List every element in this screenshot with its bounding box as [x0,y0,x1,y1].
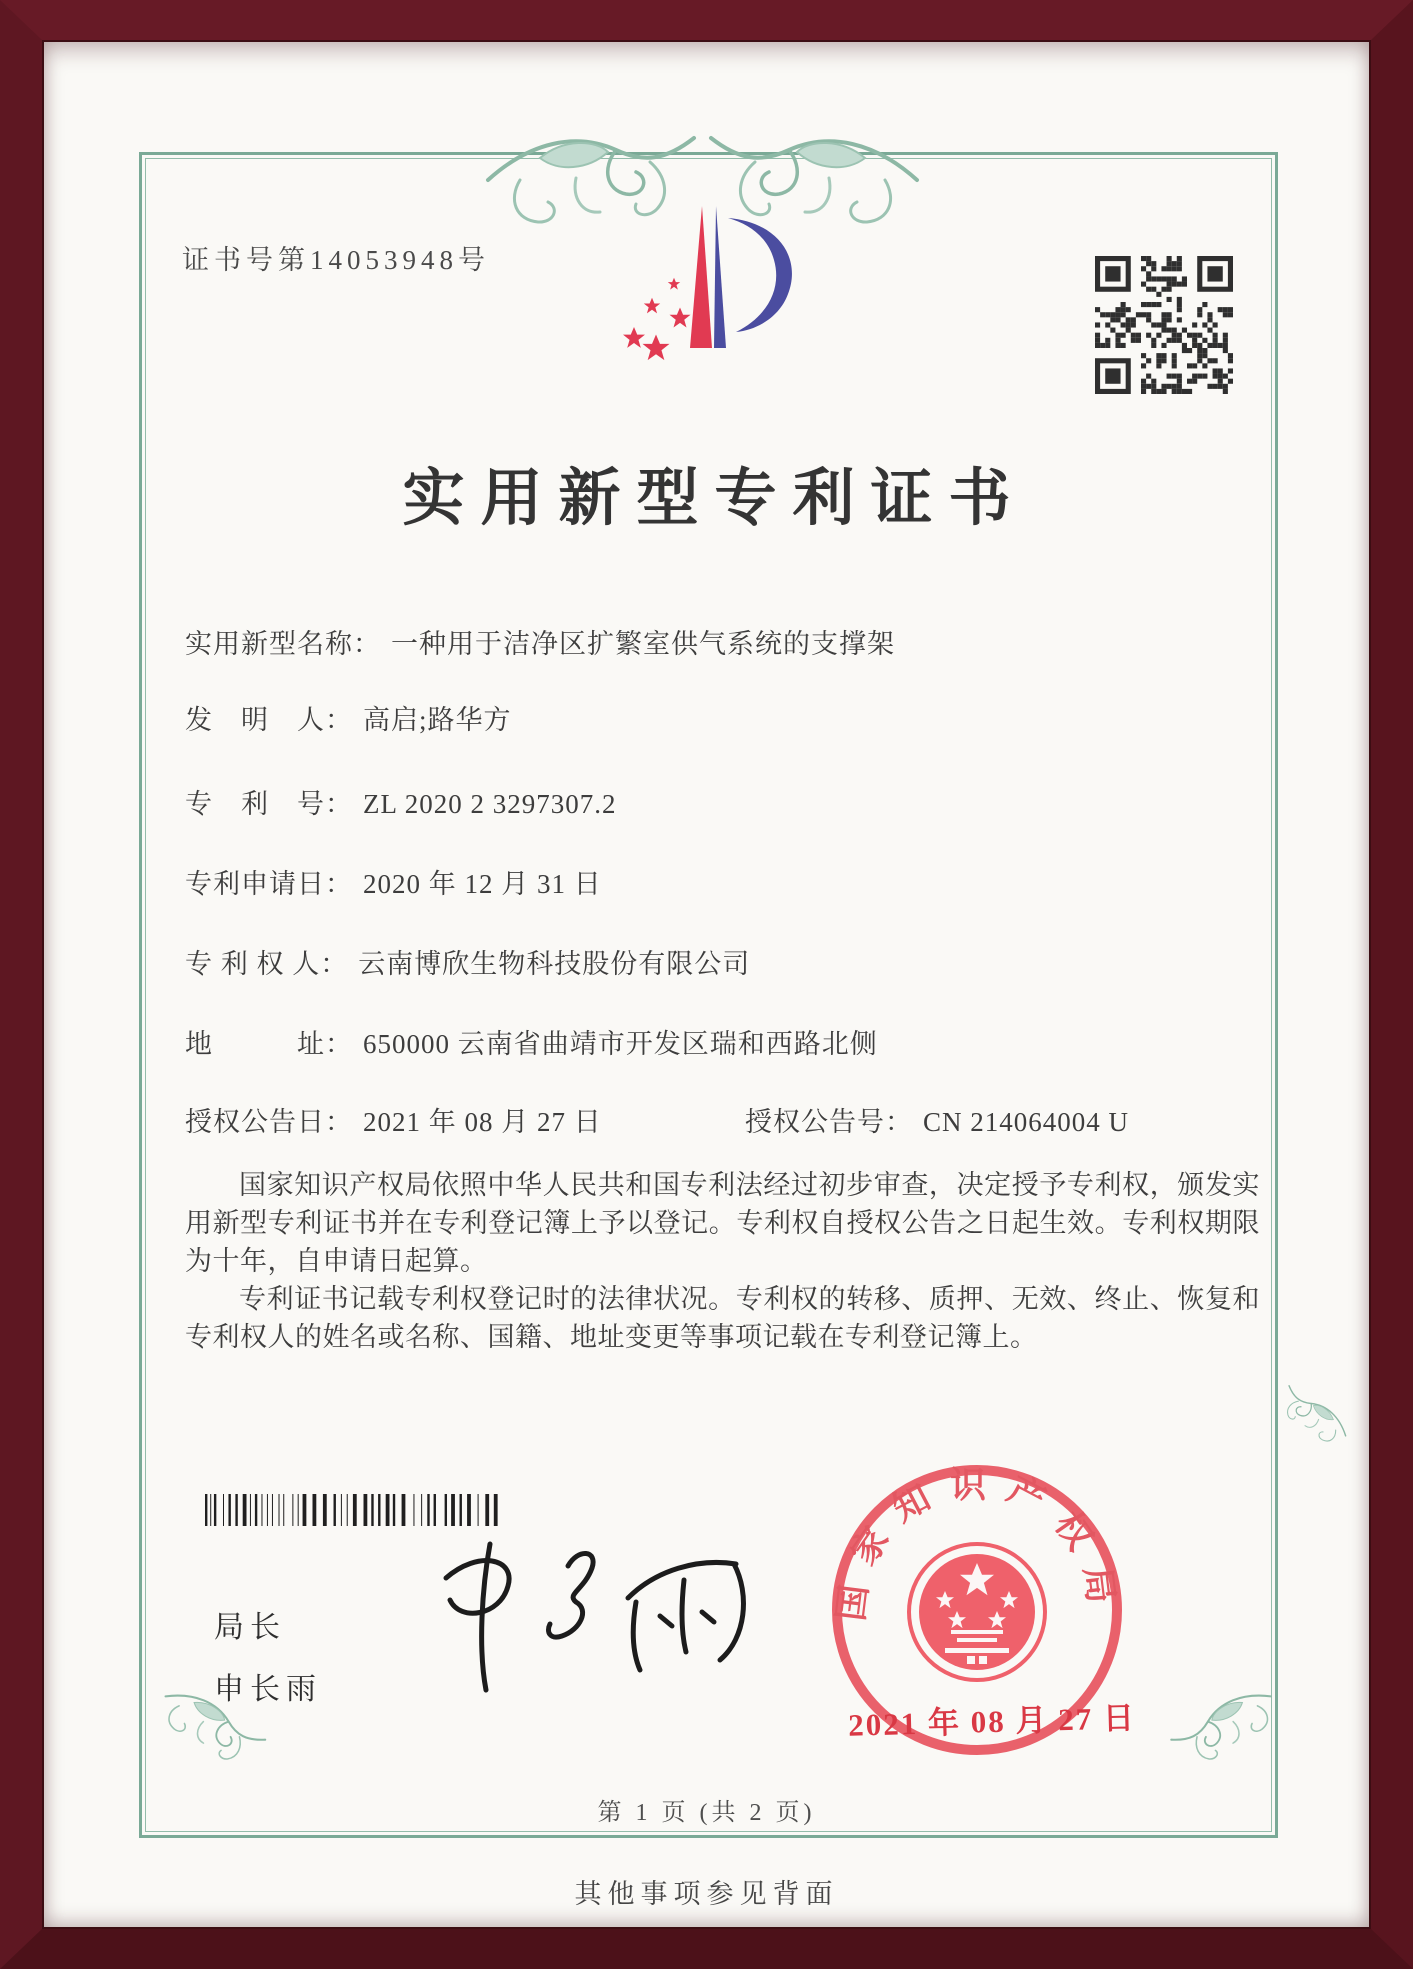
legal-paragraph-1: 国家知识产权局依照中华人民共和国专利法经过初步审查，决定授予专利权，颁发实用新型专利证书并在专利登记簿上予以登记。专利权自授权公告之日起生效。专利权期限为十年，自申请日起算。 [185,1170,1260,1276]
field-value: CN 214064004 U [923,1107,1130,1137]
field-value: 2020 年 12 月 31 日 [363,869,602,899]
cnipa-logo-icon [590,188,825,368]
field-inventor [185,698,1260,737]
field-patentee [185,942,1260,981]
certificate-paper [42,40,1371,1929]
page-indicator: 第 1 页 (共 2 页) [597,1800,816,1826]
field-address [185,1022,1260,1061]
field-label: 授权公告日： [185,1107,353,1137]
field-value: ZL 2020 2 3297307.2 [363,789,617,819]
certificate-number: 证书号第14053948号 [182,245,490,275]
field-label: 专 利 号： [185,789,353,819]
field-filing-date [185,862,1260,901]
national-emblem-icon [909,1544,1045,1680]
legal-paragraph-2: 专利证书记载专利权登记时的法律状况。专利权的转移、质押、无效、终止、恢复和专利权人的姓名或名称、国籍、地址变更等事项记载在专利登记簿上。 [185,1284,1260,1352]
field-value: 650000 云南省曲靖市开发区瑞和西路北侧 [363,1029,878,1059]
document-title: 实用新型专利证书 [402,465,1027,533]
field-label: 发 明 人： [185,705,353,735]
qr-code-image [1095,256,1233,394]
field-value: 2021 年 08 月 27 日 [363,1107,602,1137]
signer-name: 申长雨 [214,1673,322,1706]
handwritten-signature-image [398,1532,768,1732]
field-utility-model-name [185,622,1260,661]
field-label: 地 址： [185,1029,353,1059]
field-patent-number [185,782,1260,821]
seal-org-text: 国家知识产权局 [830,1465,1124,1624]
field-label: 实用新型名称： [185,629,381,659]
field-value: 云南博欣生物科技股份有限公司 [358,949,751,979]
field-value: 高启;路华方 [363,705,512,735]
field-label: 专利申请日： [185,869,353,899]
barcode-image [205,1494,501,1526]
legal-text [185,1166,1260,1356]
signer-role: 局长 [214,1611,286,1644]
seal-date: 2021 年 08 月 27 日 [847,1700,1137,1743]
field-label: 专 利 权 人： [185,949,349,979]
flourish-right-side-icon [1192,1340,1352,1500]
field-grant-number [745,1100,1129,1139]
field-value: 一种用于洁净区扩繁室供气系统的支撑架 [391,629,895,659]
field-grant-row [185,1100,1260,1139]
back-side-note: 其他事项参见背面 [574,1879,839,1909]
field-label: 授权公告号： [745,1107,913,1137]
